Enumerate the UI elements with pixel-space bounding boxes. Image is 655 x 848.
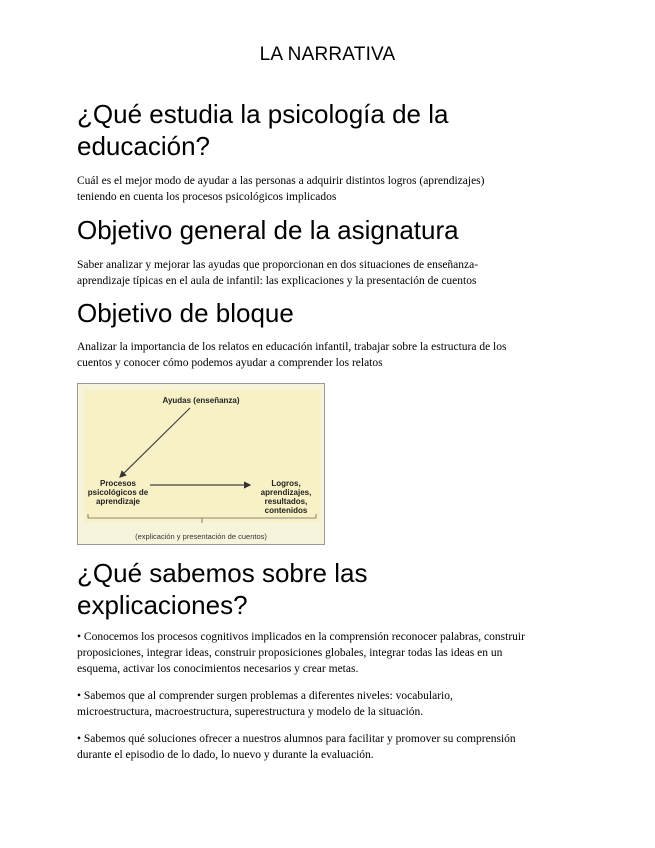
label-line: aprendizajes, — [260, 488, 312, 497]
bullet-soluciones — [77, 731, 587, 763]
diagram-label-procesos — [78, 479, 158, 506]
heading-line: educación? — [77, 131, 210, 161]
heading-line: ¿Qué sabemos sobre las — [77, 558, 368, 588]
text-line: • Conocemos los procesos cognitivos implicados en la comprensión reconocer palabras, construir — [77, 631, 525, 643]
heading-line: explicaciones? — [77, 590, 248, 620]
diagram-label-logros — [246, 479, 326, 515]
text-line: Analizar la importancia de los relatos en educación infantil, trabajar sobre la estructura de los — [77, 341, 507, 353]
text-line: teniendo en cuenta los procesos psicológicos implicados — [77, 191, 337, 203]
paragraph-que-estudia — [77, 173, 577, 205]
label-line: contenidos — [264, 506, 308, 515]
paragraph-objetivo-bloque — [77, 339, 577, 371]
text-line: • Sabemos qué soluciones ofrecer a nuestros alumnos para facilitar y promover su comprensión — [77, 733, 516, 745]
text-line: microestructura, macroestructura, superestructura y modelo de la situación. — [77, 706, 424, 718]
text-line: • Sabemos que al comprender surgen problemas a diferentes niveles: vocabulario, — [77, 690, 453, 702]
paragraph-objetivo-general — [77, 257, 577, 289]
bullet-problemas-niveles — [77, 688, 577, 720]
diagram-label-ayudas: Ayudas (enseñanza) — [162, 396, 240, 405]
label-line: aprendizaje — [95, 497, 140, 506]
label-line: resultados, — [264, 497, 308, 506]
diagram-footer: (explicación y presentación de cuentos) — [135, 532, 267, 541]
label-line: Logros, — [271, 479, 301, 488]
document-title: LA NARRATIVA — [259, 44, 396, 65]
text-line: esquema, activar los conocimientos necesarios y crear metas. — [77, 663, 359, 675]
label-line: psicológicos de — [87, 488, 149, 497]
heading-line: ¿Qué estudia la psicología de la — [77, 99, 449, 129]
bullet-procesos-cognitivos — [77, 629, 587, 677]
heading-objetivo-bloque: Objetivo de bloque — [77, 298, 294, 328]
text-line: Saber analizar y mejorar las ayudas que proporcionan en dos situaciones de enseñanza- — [77, 259, 479, 271]
diagonal-arrow — [120, 408, 190, 477]
heading-objetivo-general: Objetivo general de la asignatura — [77, 215, 459, 245]
heading-que-sabemos — [77, 557, 597, 621]
text-line: proposiciones, integrar ideas, construir proposiciones globales, integrar todas las ideas en un — [77, 647, 503, 659]
label-line: Procesos — [99, 479, 137, 488]
diagram-arrows — [78, 384, 326, 546]
text-line: durante el episodio de lo dado, lo nuevo y durante la evaluación. — [77, 749, 374, 761]
text-line: Cuál es el mejor modo de ayudar a las personas a adquirir distintos logros (aprendizajes) — [77, 175, 485, 187]
diagram-ayudas — [77, 383, 325, 545]
text-line: cuentos y conocer cómo podemos ayudar a comprender los relatos — [77, 357, 383, 369]
text-line: aprendizaje típicas en el aula de infantil: las explicaciones y la presentación de cuentos — [77, 275, 477, 287]
heading-que-estudia — [77, 98, 597, 162]
